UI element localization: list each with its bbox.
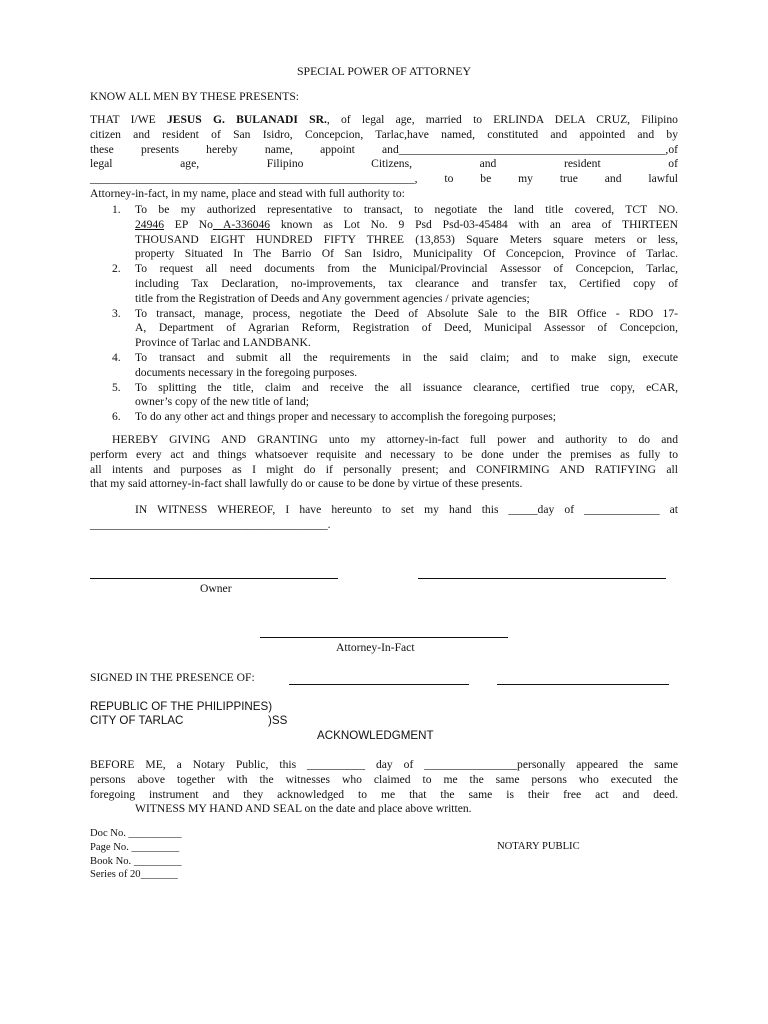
owner-signature-line bbox=[90, 578, 338, 579]
series-number: Series of 20_______ bbox=[90, 869, 178, 880]
second-signature-line bbox=[418, 578, 666, 579]
witness-signature-line-2 bbox=[497, 684, 669, 685]
venue-city: CITY OF TARLAC bbox=[90, 714, 184, 727]
page-number: Page No. _________ bbox=[90, 842, 180, 853]
witness-line: IN WITNESS WHEREOF, I have hereunto to set my hand this _____day of _____________ at bbox=[135, 503, 678, 516]
doc-number: Doc No. __________ bbox=[90, 828, 182, 839]
item-line: title from the Registration of Deeds and Any government agencies / private agencies; bbox=[135, 291, 530, 305]
word: age, bbox=[180, 157, 200, 171]
word: of bbox=[668, 157, 678, 171]
word: Citizens, bbox=[371, 157, 412, 171]
document-title: SPECIAL POWER OF ATTORNEY bbox=[296, 64, 472, 78]
notary-public-label: NOTARY PUBLIC bbox=[497, 841, 580, 852]
item-line: THOUSAND EIGHT HUNDRED FIFTY THREE (13,853) Square Meters square meters or less, bbox=[135, 232, 678, 246]
before-me-line: BEFORE ME, a Notary Public, this __________ day of ________________personally appeared the same bbox=[90, 758, 678, 771]
intro-lead: THAT I/WE bbox=[90, 113, 167, 126]
authority-item-1 bbox=[90, 203, 678, 262]
venue-republic: REPUBLIC OF THE PHILIPPINES) bbox=[90, 700, 273, 713]
item-line: owner’s copy of the new title of land; bbox=[135, 395, 309, 409]
word: legal bbox=[90, 157, 113, 171]
witness-signature-line-1 bbox=[289, 684, 469, 685]
intro-line-5: ________________________________________________________, to be my true and lawful bbox=[90, 172, 678, 186]
authority-list bbox=[90, 203, 678, 425]
authority-item-5 bbox=[90, 381, 678, 411]
item-line: Province of Tarlac and LANDBANK. bbox=[135, 336, 311, 350]
intro-line-2: citizen and resident of San Isidro, Concepcion, Tarlac,have named, constituted and appointed and by bbox=[90, 127, 678, 141]
before-me-paragraph bbox=[90, 758, 678, 817]
item-number: 1. bbox=[112, 203, 121, 216]
attorney-label: Attorney-In-Fact bbox=[336, 641, 415, 654]
tct-number: 24946 bbox=[135, 217, 164, 231]
intro-line-6: Attorney-in-fact, in my name, place and stead with full authority to: bbox=[90, 186, 405, 200]
attorney-signature-line bbox=[260, 637, 508, 638]
principal-name: JESUS G. BULANADI SR. bbox=[166, 113, 327, 126]
item-line: To transact, manage, process, negotiate the Deed of Absolute Sale to the BIR Office - RDO 17- bbox=[135, 306, 678, 320]
item-line: A, Department of Agrarian Reform, Registration of Deed, Municipal Assessor of Concepcion, bbox=[135, 321, 678, 335]
word: and bbox=[479, 157, 497, 171]
intro-line-3: these presents hereby name, appoint and______________________________________________,of bbox=[90, 142, 678, 156]
item-line: To do any other act and things proper and necessary to accomplish the foregoing purposes; bbox=[135, 410, 556, 424]
signed-presence-label: SIGNED IN THE PRESENCE OF: bbox=[90, 671, 255, 684]
authority-item-6 bbox=[90, 410, 678, 425]
intro-married: , of legal age, married to ERLINDA DELA CRUZ, Filipino bbox=[326, 113, 678, 126]
witness-paragraph bbox=[90, 503, 678, 533]
item-number: 6. bbox=[112, 410, 121, 424]
acknowledgment-heading: ACKNOWLEDGMENT bbox=[317, 729, 434, 742]
authority-item-2 bbox=[90, 262, 678, 306]
item-line: documents necessary in the foregoing purposes. bbox=[135, 365, 358, 379]
item-number: 2. bbox=[112, 262, 121, 276]
item-line: To splitting the title, claim and receive the all issuance clearance, certified true copy, eCAR, bbox=[135, 380, 678, 394]
ep-number: A-336046 bbox=[212, 217, 271, 231]
item-line: 24946 EP No A-336046 known as Lot No. 9 Psd Psd-03-45484 with an area of THIRTEEN bbox=[135, 217, 678, 231]
before-me-line: persons above together with the witnesses who claimed to me the same persons who executed the bbox=[90, 772, 678, 786]
authority-item-3 bbox=[90, 307, 678, 351]
item-number: 3. bbox=[112, 306, 121, 320]
word: resident bbox=[563, 157, 601, 171]
witness-line: _________________________________________. bbox=[90, 517, 331, 531]
hereby-line: that my said attorney-in-fact shall lawfully do or cause to be done by virtue of these presents. bbox=[90, 477, 523, 491]
owner-label: Owner bbox=[200, 582, 232, 595]
know-all-heading: KNOW ALL MEN BY THESE PRESENTS: bbox=[90, 90, 300, 103]
intro-paragraph bbox=[90, 113, 678, 202]
item-line: To request all need documents from the Municipal/Provincial Assessor of Concepcion, Tarlac, bbox=[135, 262, 678, 276]
authority-item-4 bbox=[90, 351, 678, 381]
item-number: 5. bbox=[112, 380, 121, 394]
item-line: including Tax Declaration, no-improvements, tax clearance and transfer tax, Certified copy of bbox=[135, 276, 678, 290]
before-me-line: foregoing instrument and they acknowledged to me that the same is their free act and deed. bbox=[90, 787, 678, 801]
book-number: Book No. _________ bbox=[90, 856, 182, 867]
witness-hand-line: WITNESS MY HAND AND SEAL on the date and place above written. bbox=[135, 802, 472, 816]
item-line: To be my authorized representative to transact, to negotiate the land title covered, TCT NO. bbox=[135, 203, 678, 216]
venue-ss: )SS bbox=[268, 714, 288, 727]
intro-line-1 bbox=[90, 113, 678, 128]
intro-line-4 bbox=[90, 157, 678, 172]
hereby-paragraph bbox=[90, 433, 678, 492]
hereby-line: all intents and purposes as I might do if personally present; and CONFIRMING AND RATIFYING all bbox=[90, 462, 678, 476]
item-number: 4. bbox=[112, 350, 121, 364]
item-line: property Situated In The Barrio Of San Isidro, Municipality Of Concepcion, Province of Tarlac. bbox=[135, 247, 678, 261]
hereby-line: perform every act and things whatsoever requisite and necessary to be done under the premises as fully to bbox=[90, 447, 678, 461]
item-line: To transact and submit all the requirements in the said claim; and to make sign, execute bbox=[135, 350, 678, 364]
hereby-line: HEREBY GIVING AND GRANTING unto my attorney-in-fact full power and authority to do and bbox=[112, 433, 678, 446]
word: Filipino bbox=[266, 157, 304, 171]
